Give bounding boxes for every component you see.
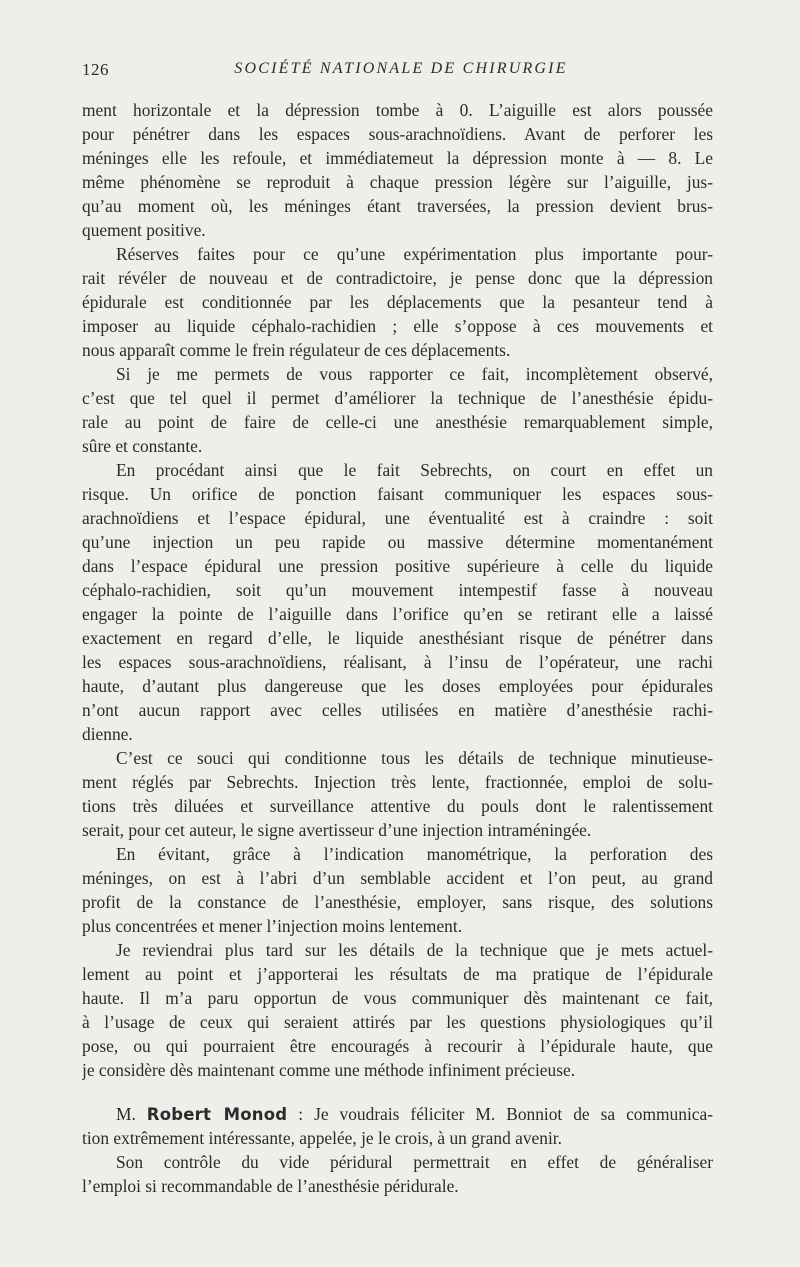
- paragraph: [82, 242, 713, 362]
- text-line: [82, 1102, 713, 1126]
- paragraph: [82, 842, 713, 938]
- text-line: c’est que tel quel il permet d’améliorer la technique de l’anesthésie épidu-: [82, 388, 713, 408]
- text-line: Son contrôle du vide péridural permettrait en effet de généraliser: [116, 1152, 713, 1172]
- text-line: rait révéler de nouveau et de contradictoire, je pense donc que la dépression: [82, 268, 713, 288]
- text-line: imposer au liquide céphalo-rachidien ; elle s’oppose à ces mouvements et: [82, 316, 713, 336]
- text-line: En procédant ainsi que le fait Sebrechts, on court en effet un: [116, 460, 713, 480]
- text-line: méninges elle les refoule, et immédiatemeut la dépression monte à — 8. Le: [82, 148, 713, 168]
- paragraph: [82, 362, 713, 458]
- journal-title: SOCIÉTÉ NATIONALE DE CHIRURGIE: [234, 60, 568, 77]
- text-line: méninges, on est à l’abri d’un semblable accident et l’on peut, au grand: [82, 868, 713, 888]
- text-line: l’emploi si recommandable de l’anesthésie péridurale.: [82, 1176, 459, 1196]
- text-line: les espaces sous-arachnoïdiens, réalisant, à l’insu de l’opérateur, une rachi: [82, 652, 713, 672]
- text-line: qu’au moment où, les méninges étant traversées, la pression devient brus-: [82, 196, 713, 216]
- text-line: dienne.: [82, 724, 133, 744]
- text-line: dans l’espace épidural une pression positive supérieure à celle du liquide: [82, 556, 713, 576]
- text-line: lement au point et j’apporterai les résultats de ma pratique de l’épidurale: [82, 964, 713, 984]
- discussion-remark: [82, 1102, 713, 1198]
- text-line: tions très diluées et surveillance attentive du pouls dont le ralentissement: [82, 796, 713, 816]
- remark-text: : Je voudrais féliciter M. Bonniot de sa communica-: [287, 1104, 713, 1124]
- text-line: exactement en regard d’elle, le liquide anesthésiant risque de pénétrer dans: [82, 628, 713, 648]
- text-line: engager la pointe de l’aiguille dans l’orifice qu’en se retirant elle a laissé: [82, 604, 713, 624]
- text-line: haute, d’autant plus dangereuse que les doses employées pour épidurales: [82, 676, 713, 696]
- text-line: je considère dès maintenant comme une méthode infiniment précieuse.: [82, 1060, 576, 1080]
- text-line: ment horizontale et la dépression tombe à 0. L’aiguille est alors poussée: [82, 100, 713, 120]
- text-line: plus concentrées et mener l’injection moins lentement.: [82, 916, 463, 936]
- text-line: épidurale est conditionnée par les déplacements que la pesanteur tend à: [82, 292, 713, 312]
- text-line: risque. Un orifice de ponction faisant communiquer les espaces sous-: [82, 484, 713, 504]
- text-line: En évitant, grâce à l’indication manométrique, la perforation des: [116, 844, 713, 864]
- speaker-name: Robert Monod: [146, 1105, 288, 1124]
- text-line: C’est ce souci qui conditionne tous les détails de technique minutieuse-: [116, 748, 713, 768]
- text-line: pour pénétrer dans les espaces sous-arachnoïdiens. Avant de perforer les: [82, 124, 713, 144]
- paragraph: [82, 746, 713, 842]
- paragraph: [82, 458, 713, 746]
- text-line: profit de la constance de l’anesthésie, employer, sans risque, des solutions: [82, 892, 713, 912]
- text-line: haute. Il m’a paru opportun de vous communiquer dès maintenant ce fait,: [82, 988, 713, 1008]
- text-line: nous apparaît comme le frein régulateur de ces déplacements.: [82, 340, 511, 360]
- text-line: rale au point de faire de celle-ci une anesthésie remarquablement simple,: [82, 412, 713, 432]
- speaker-prefix: M.: [116, 1104, 147, 1124]
- article-body: [82, 98, 713, 1198]
- paragraph: [82, 98, 713, 242]
- paragraph: [82, 938, 713, 1082]
- text-line: serait, pour cet auteur, le signe avertisseur d’une injection intraméningée.: [82, 820, 592, 840]
- text-line: sûre et constante.: [82, 436, 203, 456]
- text-line: arachnoïdiens et l’espace épidural, une éventualité est à craindre : soit: [82, 508, 713, 528]
- text-line: n’ont aucun rapport avec celles utilisées en matière d’anesthésie rachi-: [82, 700, 713, 720]
- text-line: Je reviendrai plus tard sur les détails de la technique que je mets actuel-: [116, 940, 713, 960]
- text-line: pose, ou qui pourraient être encouragés à recourir à l’épidurale haute, que: [82, 1036, 713, 1056]
- text-line: même phénomène se reproduit à chaque pression légère sur l’aiguille, jus-: [82, 172, 713, 192]
- section-gap: [82, 1082, 713, 1102]
- text-line: tion extrêmement intéressante, appelée, je le crois, à un grand avenir.: [82, 1128, 562, 1148]
- text-line: céphalo-rachidien, soit qu’un mouvement intempestif fasse à nouveau: [82, 580, 713, 600]
- text-line: ment réglés par Sebrechts. Injection très lente, fractionnée, emploi de solu-: [82, 772, 713, 792]
- page-number: 126: [82, 60, 109, 79]
- text-line: Réserves faites pour ce qu’une expérimentation plus importante pour-: [116, 244, 713, 264]
- text-line: à l’usage de ceux qui seraient attirés par les questions physiologiques qu’il: [82, 1012, 713, 1032]
- text-line: quement positive.: [82, 220, 206, 240]
- running-head: [82, 60, 720, 84]
- text-line: Si je me permets de vous rapporter ce fait, incomplètement observé,: [116, 364, 713, 384]
- text-line: qu’une injection un peu rapide ou massive détermine momentanément: [82, 532, 713, 552]
